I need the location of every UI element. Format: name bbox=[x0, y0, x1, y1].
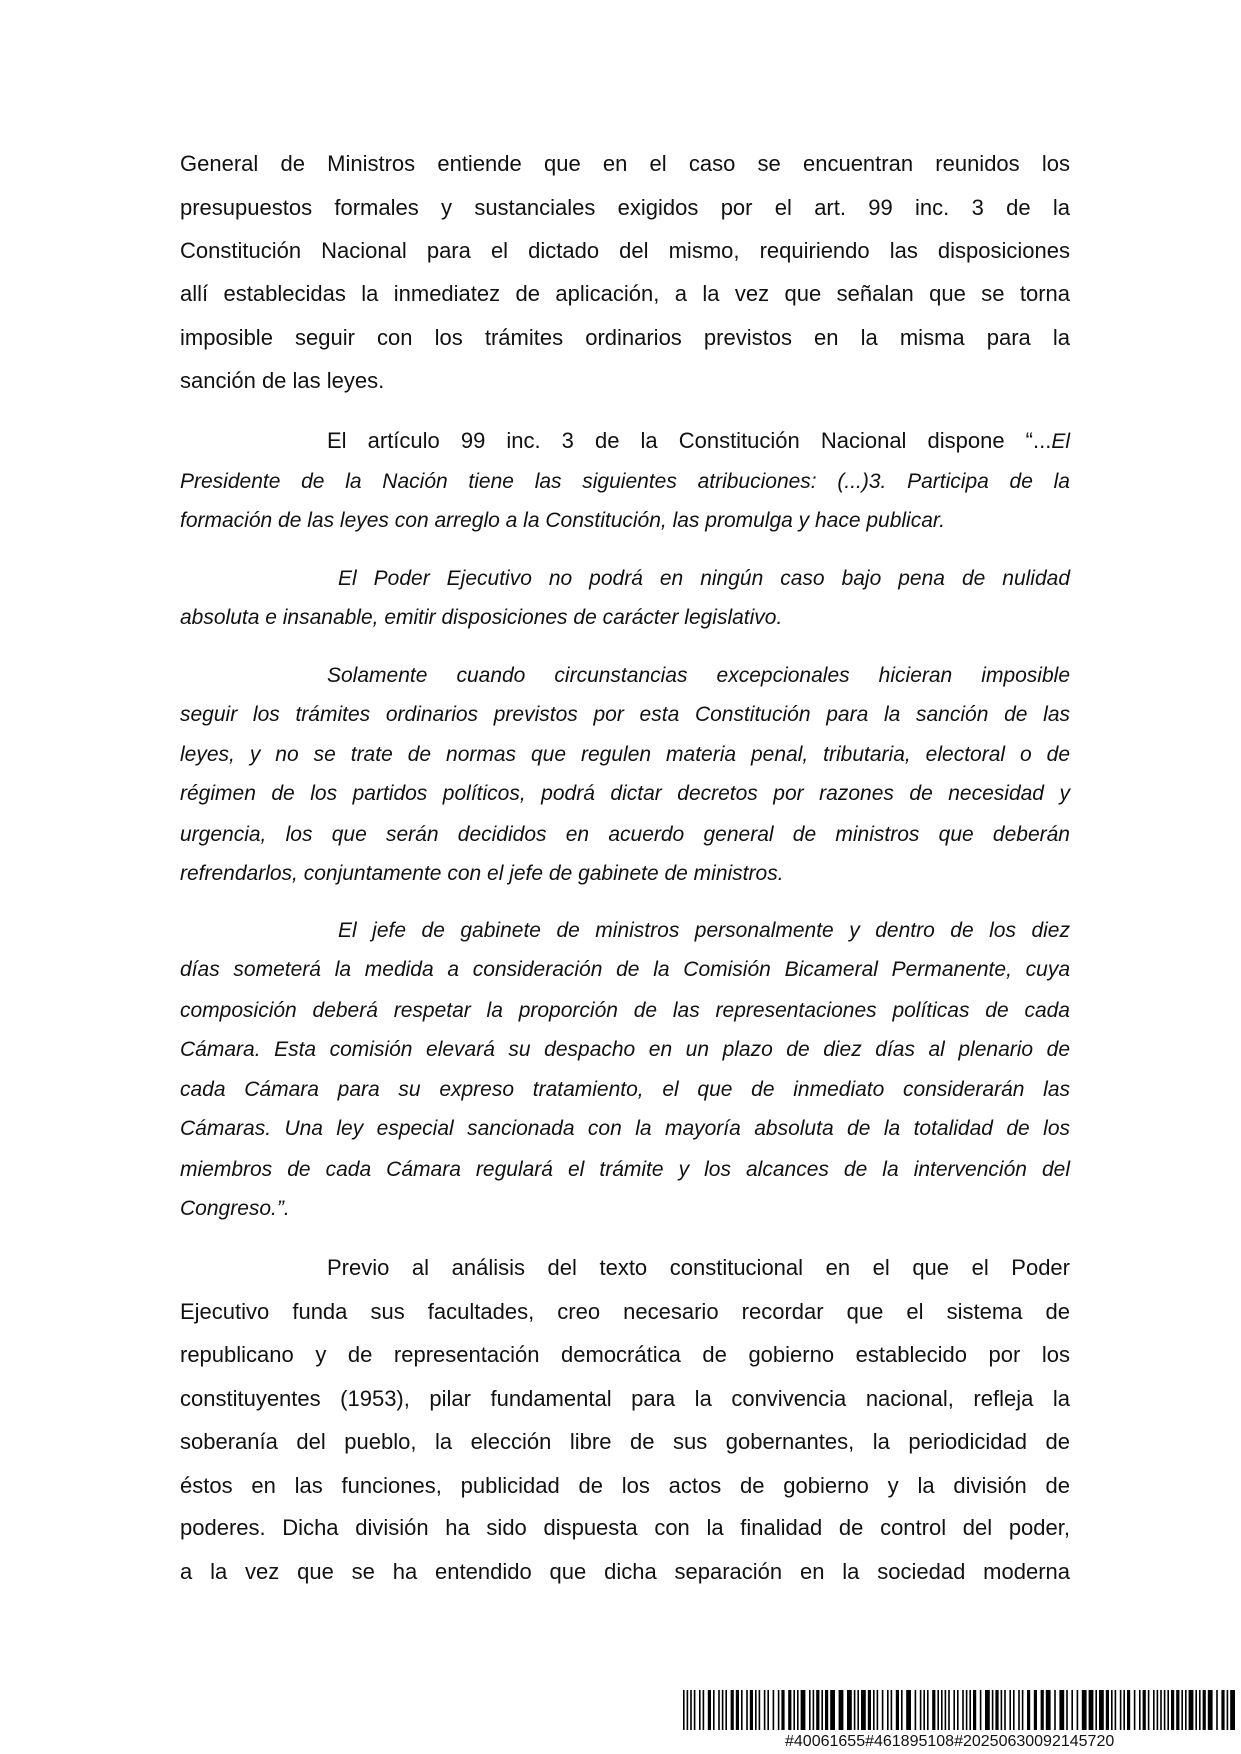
barcode-bar bbox=[953, 1690, 955, 1730]
barcode-bar bbox=[1095, 1690, 1097, 1730]
barcode-bar bbox=[973, 1690, 976, 1730]
barcode-bar bbox=[1185, 1690, 1187, 1730]
barcode-bar bbox=[966, 1690, 968, 1730]
text-line: El Poder Ejecutivo no podrá en ningún caso bajo pena de nulidad bbox=[338, 567, 1070, 590]
barcode-bar bbox=[793, 1690, 795, 1730]
barcode-bar bbox=[1059, 1690, 1064, 1730]
text-line: Solamente cuando circunstancias excepcionales hicieran imposible bbox=[327, 664, 1070, 687]
text-line: días someterá la medida a consideración de la Comisión Bicameral Permanente, cuya bbox=[180, 958, 1070, 981]
barcode-bar bbox=[1176, 1690, 1179, 1730]
barcode-bar bbox=[1034, 1690, 1037, 1730]
barcode-bar bbox=[957, 1690, 959, 1730]
barcode-bar bbox=[901, 1690, 903, 1730]
text-line: imposible seguir con los trámites ordinarios previstos en la misma para la bbox=[180, 325, 1070, 350]
barcode-bar bbox=[896, 1690, 899, 1730]
barcode-bar bbox=[839, 1690, 844, 1730]
barcode-bar bbox=[1195, 1690, 1197, 1730]
text-line: constituyentes (1953), pilar fundamental para la convivencia nacional, refleja la bbox=[180, 1386, 1070, 1411]
barcode-bar bbox=[945, 1690, 947, 1730]
text-line: Cámara. Esta comisión elevará su despacho en un plazo de diez días al plenario de bbox=[180, 1038, 1070, 1061]
barcode-bar bbox=[1013, 1690, 1015, 1730]
barcode-bar bbox=[1027, 1690, 1030, 1730]
text-line: presupuestos formales y sustanciales exigidos por el art. 99 inc. 3 de la bbox=[180, 195, 1070, 220]
text-line: sanción de las leyes. bbox=[180, 368, 385, 393]
text-line: Congreso.”. bbox=[180, 1197, 290, 1220]
barcode-bar bbox=[1153, 1690, 1155, 1730]
barcode-bar bbox=[725, 1690, 727, 1730]
barcode-bar bbox=[906, 1690, 911, 1730]
barcode-bar bbox=[877, 1690, 879, 1730]
barcode-bar bbox=[882, 1690, 884, 1730]
barcode-bar bbox=[854, 1690, 856, 1730]
barcode-bar bbox=[1018, 1690, 1020, 1730]
barcode-bar bbox=[1123, 1690, 1125, 1730]
barcode-bar bbox=[873, 1690, 875, 1730]
barcode-bar bbox=[941, 1690, 943, 1730]
barcode-bar bbox=[985, 1690, 990, 1730]
text-line: urgencia, los que serán decididos en acuerdo general de ministros que deberán bbox=[180, 823, 1070, 846]
text-line: seguir los trámites ordinarios previstos por esta Constitución para la sanción de las bbox=[180, 703, 1070, 726]
barcode-bar bbox=[1077, 1690, 1079, 1730]
barcode-bar bbox=[887, 1690, 889, 1730]
barcode-bar bbox=[1221, 1690, 1224, 1730]
barcode-bar bbox=[1167, 1690, 1169, 1730]
text-line: composición deberá respetar la proporción de las representaciones políticas de cada bbox=[180, 999, 1070, 1022]
barcode-bar bbox=[995, 1690, 998, 1730]
barcode-bar bbox=[868, 1690, 871, 1730]
barcode-bar bbox=[1089, 1690, 1094, 1730]
barcode-bar bbox=[1022, 1690, 1024, 1730]
text-line: Constitución Nacional para el dictado del mismo, requiriendo las disposiciones bbox=[180, 238, 1070, 263]
barcode-bar bbox=[767, 1690, 769, 1730]
text-line: régimen de los partidos políticos, podrá dictar decretos por razones de necesidad y bbox=[180, 782, 1070, 805]
barcode-bar bbox=[1157, 1690, 1159, 1730]
barcode-bar bbox=[1227, 1690, 1229, 1730]
text-line: Ejecutivo funda sus facultades, creo necesario recordar que el sistema de bbox=[180, 1299, 1070, 1324]
barcode-bar bbox=[1111, 1690, 1113, 1730]
barcode-bar bbox=[1009, 1690, 1011, 1730]
text-line: formación de las leyes con arreglo a la Constitución, las promulga y hace publicar. bbox=[180, 509, 945, 532]
barcode-bar bbox=[1189, 1690, 1194, 1730]
barcode-bar bbox=[830, 1690, 835, 1730]
barcode-bar bbox=[1143, 1690, 1146, 1730]
text-line: General de Ministros entiende que en el caso se encuentran reunidos los bbox=[180, 151, 1070, 176]
barcode-bar bbox=[1127, 1690, 1130, 1730]
barcode-bar bbox=[773, 1690, 775, 1730]
barcode-bar bbox=[722, 1690, 724, 1730]
barcode-bar bbox=[1208, 1690, 1213, 1730]
barcode-bar bbox=[980, 1690, 982, 1730]
barcode-bar bbox=[816, 1690, 819, 1730]
text-line: poderes. Dicha división ha sido dispuesta con la finalidad de control del poder, bbox=[180, 1515, 1070, 1540]
barcode-bar bbox=[1054, 1690, 1056, 1730]
barcode-bar bbox=[813, 1690, 815, 1730]
barcode-bar bbox=[891, 1690, 893, 1730]
text-line bbox=[327, 428, 1070, 455]
barcode-bar bbox=[1046, 1690, 1051, 1730]
text-line: allí establecidas la inmediatez de aplicación, a la vez que señalan que se torna bbox=[180, 281, 1070, 306]
barcode-bar bbox=[948, 1690, 950, 1730]
barcode-bar bbox=[1181, 1690, 1183, 1730]
barcode-bar bbox=[801, 1690, 806, 1730]
barcode-bar bbox=[927, 1690, 929, 1730]
barcode-bar bbox=[687, 1690, 689, 1730]
barcode-bar bbox=[1066, 1690, 1068, 1730]
barcode-bar bbox=[809, 1690, 811, 1730]
text-line: republicano y de representación democrática de gobierno establecido por los bbox=[180, 1342, 1070, 1367]
barcode-bar bbox=[1082, 1690, 1087, 1730]
quote-start: El bbox=[1051, 430, 1070, 453]
barcode-bar bbox=[1230, 1690, 1235, 1730]
barcode-bar bbox=[920, 1690, 922, 1730]
barcode-bar bbox=[797, 1690, 799, 1730]
barcode-number: #40061655#461895108#20250630092145720 bbox=[785, 1733, 1115, 1750]
barcode-bar bbox=[683, 1690, 685, 1730]
barcode-bar bbox=[1203, 1690, 1206, 1730]
barcode-bar bbox=[1148, 1690, 1150, 1730]
barcode-bar bbox=[962, 1690, 964, 1730]
barcode-bar bbox=[781, 1690, 784, 1730]
barcode-bar bbox=[755, 1690, 757, 1730]
barcode-bar bbox=[1001, 1690, 1003, 1730]
barcode-bar bbox=[746, 1690, 748, 1730]
barcode-bar bbox=[713, 1690, 715, 1730]
text-line: éstos en las funciones, publicidad de los actos de gobierno y la división de bbox=[180, 1473, 1070, 1498]
text-line: refrendarlos, conjuntamente con el jefe de gabinete de ministros. bbox=[180, 862, 784, 885]
text-line: leyes, y no se trate de normas que regulen materia penal, tributaria, electoral o de bbox=[180, 743, 1070, 766]
text-line: miembros de cada Cámara regulará el trámite y los alcances de la intervención del bbox=[180, 1158, 1070, 1181]
barcode-bar bbox=[1216, 1690, 1218, 1730]
barcode-bar bbox=[1171, 1690, 1174, 1730]
barcode-bar bbox=[690, 1690, 692, 1730]
barcode-bar bbox=[741, 1690, 743, 1730]
barcode-bar bbox=[825, 1690, 828, 1730]
barcode-bar bbox=[1160, 1690, 1162, 1730]
barcode-bar bbox=[718, 1690, 720, 1730]
barcode-bar bbox=[1004, 1690, 1006, 1730]
barcode-bar bbox=[699, 1690, 701, 1730]
barcode-bar bbox=[750, 1690, 753, 1730]
barcode-bar bbox=[1199, 1690, 1201, 1730]
barcode-bar bbox=[1099, 1690, 1104, 1730]
barcode-bar bbox=[937, 1690, 939, 1730]
barcode-bar bbox=[1164, 1690, 1166, 1730]
text-line: Presidente de la Nación tiene las siguientes atribuciones: (...)3. Participa de la bbox=[180, 470, 1070, 493]
barcode-bar bbox=[778, 1690, 780, 1730]
barcode-bar bbox=[992, 1690, 994, 1730]
barcode-bar bbox=[861, 1690, 866, 1730]
text-line: Previo al análisis del texto constitucional en el que el Poder bbox=[327, 1255, 1070, 1280]
barcode-bar bbox=[694, 1690, 696, 1730]
barcode-bar bbox=[915, 1690, 917, 1730]
barcode-bar bbox=[857, 1690, 859, 1730]
text-line: soberanía del pueblo, la elección libre de sus gobernantes, la periodicidad de bbox=[180, 1429, 1070, 1454]
barcode-bar bbox=[703, 1690, 705, 1730]
barcode-bar bbox=[969, 1690, 971, 1730]
barcode-bar bbox=[1106, 1690, 1109, 1730]
text-line: cada Cámara para su expreso tratamiento, el que de inmediato considerarán las bbox=[180, 1078, 1070, 1101]
barcode-bar bbox=[1115, 1690, 1117, 1730]
barcode-bar bbox=[1120, 1690, 1122, 1730]
quote-intro: El artículo 99 inc. 3 de la Constitución Nacional dispone “... bbox=[327, 428, 1052, 453]
text-line: El jefe de gabinete de ministros personalmente y dentro de los diez bbox=[338, 919, 1070, 942]
barcode-bar bbox=[736, 1690, 739, 1730]
barcode-bar bbox=[1071, 1690, 1073, 1730]
barcode-bar bbox=[759, 1690, 761, 1730]
barcode-bar bbox=[788, 1690, 791, 1730]
barcode-bar bbox=[1139, 1690, 1141, 1730]
barcode-bar bbox=[764, 1690, 766, 1730]
barcode-bar bbox=[847, 1690, 852, 1730]
barcode-bar bbox=[932, 1690, 935, 1730]
barcode-image bbox=[683, 1690, 1238, 1730]
barcode-bar bbox=[821, 1690, 823, 1730]
barcode-bar bbox=[1134, 1690, 1136, 1730]
barcode-bar bbox=[731, 1690, 734, 1730]
text-line: absoluta e insanable, emitir disposiciones de carácter legislativo. bbox=[180, 606, 783, 629]
barcode-bar bbox=[1041, 1690, 1044, 1730]
barcode-bar bbox=[708, 1690, 711, 1730]
barcode-bar bbox=[923, 1690, 925, 1730]
text-line: Cámaras. Una ley especial sancionada con la mayoría absoluta de la totalidad de los bbox=[180, 1117, 1070, 1140]
text-line: a la vez que se ha entendido que dicha separación en la sociedad moderna bbox=[180, 1559, 1070, 1584]
